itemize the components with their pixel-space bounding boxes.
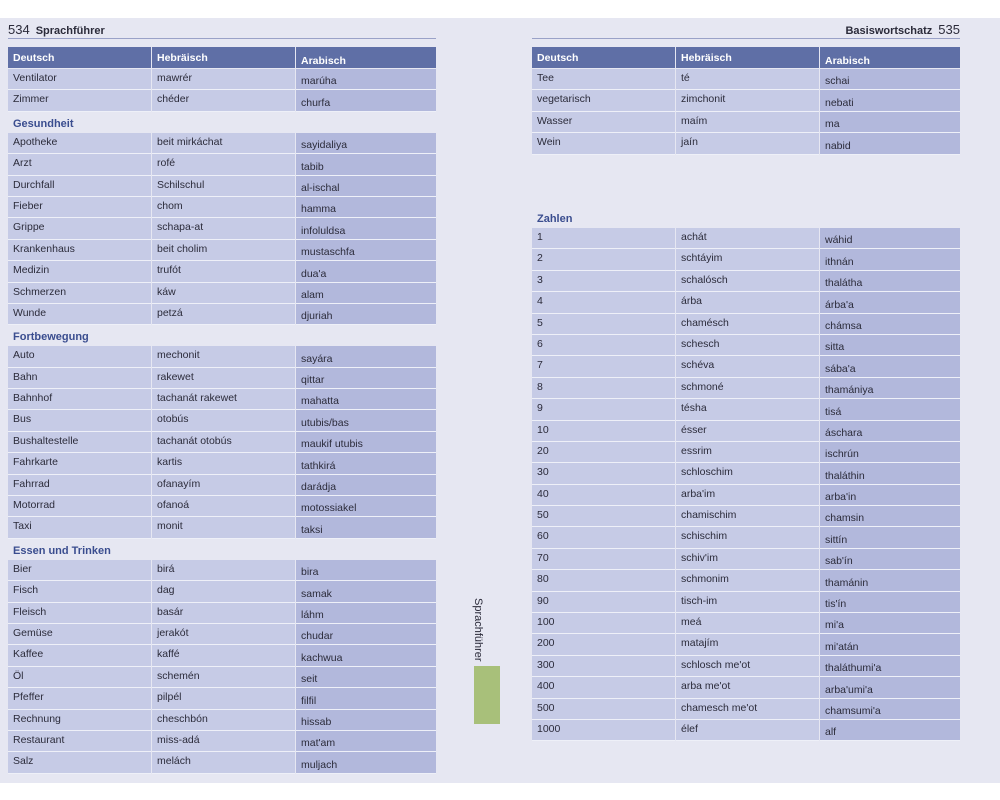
cell-hebraeisch: schesch: [676, 335, 819, 356]
cell-hebraeisch: tisch-im: [676, 592, 819, 613]
cell-deutsch: Medizin: [8, 261, 151, 282]
cell-deutsch: Salz: [8, 752, 151, 773]
cell-deutsch: 4: [532, 292, 675, 313]
cell-hebraeisch: ofanoá: [152, 496, 295, 517]
cell-deutsch: 200: [532, 634, 675, 655]
cell-deutsch: 6: [532, 335, 675, 356]
cell-deutsch: Rechnung: [8, 710, 151, 731]
cell-arabisch: alf: [820, 720, 960, 741]
cell-hebraeisch: schloschim: [676, 463, 819, 484]
cell-hebraeisch: meá: [676, 613, 819, 634]
cell-hebraeisch: tachanát rakewet: [152, 389, 295, 410]
cell-arabisch: chamsumi'a: [820, 699, 960, 720]
cell-deutsch: Apotheke: [8, 133, 151, 154]
cell-hebraeisch: otobús: [152, 410, 295, 431]
cell-arabisch: thaláthumi'a: [820, 656, 960, 677]
cell-arabisch: churfa: [296, 90, 436, 111]
cell-arabisch: qittar: [296, 368, 436, 389]
cell-hebraeisch: rakewet: [152, 368, 295, 389]
cell-arabisch: arba'umi'a: [820, 677, 960, 698]
cell-arabisch: árba'a: [820, 292, 960, 313]
cell-arabisch: chudar: [296, 624, 436, 645]
cell-arabisch: taksi: [296, 517, 436, 538]
cell-hebraeisch: mawrér: [152, 69, 295, 90]
cell-hebraeisch: té: [676, 69, 819, 90]
table-row: [8, 624, 436, 645]
cell-hebraeisch: maím: [676, 112, 819, 133]
table-row: [532, 90, 960, 111]
cell-deutsch: Pfeffer: [8, 688, 151, 709]
cell-arabisch: filfil: [296, 688, 436, 709]
cell-arabisch: muljach: [296, 752, 436, 773]
header-hebraeisch: Hebräisch: [676, 47, 819, 68]
cell-deutsch: 40: [532, 485, 675, 506]
cell-hebraeisch: schapa-at: [152, 218, 295, 239]
cell-deutsch: 5: [532, 314, 675, 335]
cell-hebraeisch: schlosch me'ot: [676, 656, 819, 677]
cell-deutsch: 90: [532, 592, 675, 613]
cell-deutsch: Zimmer: [8, 90, 151, 111]
cell-hebraeisch: schemén: [152, 667, 295, 688]
cell-deutsch: Motorrad: [8, 496, 151, 517]
cell-arabisch: sayára: [296, 346, 436, 367]
cell-deutsch: 2: [532, 249, 675, 270]
cell-deutsch: Auto: [8, 346, 151, 367]
cell-arabisch: hissab: [296, 710, 436, 731]
cell-deutsch: Bahn: [8, 368, 151, 389]
right-running-title: Basiswortschatz: [845, 25, 933, 37]
cell-deutsch: 500: [532, 699, 675, 720]
cell-hebraeisch: trufót: [152, 261, 295, 282]
cell-hebraeisch: essrim: [676, 442, 819, 463]
table-row: [8, 581, 436, 602]
cell-hebraeisch: kartis: [152, 453, 295, 474]
table-row: [8, 240, 436, 261]
cell-deutsch: Öl: [8, 667, 151, 688]
table-row: [8, 475, 436, 496]
table-row: [8, 603, 436, 624]
header-deutsch: Deutsch: [8, 47, 151, 68]
left-head-rule: [8, 38, 436, 39]
table-row: [8, 496, 436, 517]
cell-arabisch: sitta: [820, 335, 960, 356]
header-arabisch: Arabisch: [296, 47, 436, 68]
table-row: [8, 346, 436, 367]
cell-arabisch: mat'am: [296, 731, 436, 752]
cell-arabisch: áschara: [820, 421, 960, 442]
table-row: [8, 154, 436, 175]
cell-hebraeisch: arba me'ot: [676, 677, 819, 698]
table-row: [8, 283, 436, 304]
cell-deutsch: 80: [532, 570, 675, 591]
cell-arabisch: nabid: [820, 133, 960, 154]
table-row: [532, 399, 960, 420]
cell-arabisch: sab'ín: [820, 549, 960, 570]
cell-deutsch: 60: [532, 527, 675, 548]
table-row: [532, 485, 960, 506]
table-row: [8, 389, 436, 410]
cell-hebraeisch: schischim: [676, 527, 819, 548]
cell-hebraeisch: dag: [152, 581, 295, 602]
cell-arabisch: láhm: [296, 603, 436, 624]
cell-deutsch: Tee: [532, 69, 675, 90]
thumb-index-tab: [474, 666, 500, 724]
cell-hebraeisch: schéva: [676, 356, 819, 377]
table-row: [8, 667, 436, 688]
cell-hebraeisch: schalósch: [676, 271, 819, 292]
cell-hebraeisch: cheschbón: [152, 710, 295, 731]
cell-arabisch: hamma: [296, 197, 436, 218]
table-row: [8, 197, 436, 218]
cell-hebraeisch: rofé: [152, 154, 295, 175]
cell-arabisch: ischrún: [820, 442, 960, 463]
cell-deutsch: Restaurant: [8, 731, 151, 752]
table-row: [532, 506, 960, 527]
cell-arabisch: alam: [296, 283, 436, 304]
table-row: [8, 710, 436, 731]
cell-hebraeisch: matajím: [676, 634, 819, 655]
cell-arabisch: kachwua: [296, 645, 436, 666]
cell-arabisch: maukif utubis: [296, 432, 436, 453]
cell-arabisch: al-ischal: [296, 176, 436, 197]
cell-hebraeisch: ésser: [676, 421, 819, 442]
table-row: [8, 304, 436, 325]
cell-arabisch: dua'a: [296, 261, 436, 282]
cell-hebraeisch: monit: [152, 517, 295, 538]
cell-hebraeisch: mechonit: [152, 346, 295, 367]
cell-arabisch: tathkirá: [296, 453, 436, 474]
cell-deutsch: Fleisch: [8, 603, 151, 624]
cell-arabisch: darádja: [296, 475, 436, 496]
right-page: [500, 18, 1000, 783]
table-row: [8, 432, 436, 453]
cell-hebraeisch: achát: [676, 228, 819, 249]
table-row: [532, 228, 960, 249]
cell-hebraeisch: chamésch: [676, 314, 819, 335]
cell-hebraeisch: basár: [152, 603, 295, 624]
header-arabisch: Arabisch: [820, 47, 960, 68]
cell-arabisch: tisá: [820, 399, 960, 420]
cell-hebraeisch: melách: [152, 752, 295, 773]
cell-deutsch: Fieber: [8, 197, 151, 218]
cell-deutsch: Bier: [8, 560, 151, 581]
cell-arabisch: sittín: [820, 527, 960, 548]
table-row: [8, 453, 436, 474]
cell-hebraeisch: schmoné: [676, 378, 819, 399]
cell-deutsch: Fisch: [8, 581, 151, 602]
cell-hebraeisch: schiv'im: [676, 549, 819, 570]
table-row: [8, 261, 436, 282]
cell-arabisch: schai: [820, 69, 960, 90]
table-row: [8, 560, 436, 581]
cell-arabisch: thamánin: [820, 570, 960, 591]
section-title: Gesundheit: [13, 117, 74, 130]
cell-deutsch: 300: [532, 656, 675, 677]
table-row: [532, 442, 960, 463]
table-row: [8, 410, 436, 431]
table-row: [532, 720, 960, 741]
cell-deutsch: Kaffee: [8, 645, 151, 666]
cell-deutsch: 3: [532, 271, 675, 292]
table-row: [532, 133, 960, 154]
cell-arabisch: ithnán: [820, 249, 960, 270]
table-row: [532, 677, 960, 698]
cell-hebraeisch: chamesch me'ot: [676, 699, 819, 720]
cell-hebraeisch: pilpél: [152, 688, 295, 709]
table-row: [532, 271, 960, 292]
cell-hebraeisch: árba: [676, 292, 819, 313]
left-running-title: Sprachführer: [35, 25, 105, 37]
cell-arabisch: samak: [296, 581, 436, 602]
right-running-head: [845, 22, 960, 38]
cell-hebraeisch: jerakót: [152, 624, 295, 645]
cell-hebraeisch: zimchonit: [676, 90, 819, 111]
table-row: [8, 133, 436, 154]
cell-deutsch: 70: [532, 549, 675, 570]
table-row: [532, 249, 960, 270]
cell-deutsch: Ventilator: [8, 69, 151, 90]
cell-arabisch: djuriah: [296, 304, 436, 325]
right-page-number: 535: [938, 22, 960, 37]
cell-hebraeisch: káw: [152, 283, 295, 304]
cell-hebraeisch: schmonim: [676, 570, 819, 591]
table-row: [532, 463, 960, 484]
cell-arabisch: bira: [296, 560, 436, 581]
cell-hebraeisch: kaffé: [152, 645, 295, 666]
table-header: [8, 47, 436, 68]
cell-deutsch: 7: [532, 356, 675, 377]
cell-deutsch: Grippe: [8, 218, 151, 239]
cell-hebraeisch: tésha: [676, 399, 819, 420]
cell-deutsch: Bus: [8, 410, 151, 431]
cell-hebraeisch: schtáyim: [676, 249, 819, 270]
table-row: [532, 549, 960, 570]
cell-deutsch: Gemüse: [8, 624, 151, 645]
section-title: Fortbewegung: [13, 331, 89, 344]
numbers-table: [532, 207, 960, 741]
cell-deutsch: 30: [532, 463, 675, 484]
cell-deutsch: Schmerzen: [8, 283, 151, 304]
cell-hebraeisch: arba'im: [676, 485, 819, 506]
table-row: [8, 645, 436, 666]
left-page: [0, 18, 470, 783]
table-row: [8, 517, 436, 538]
cell-arabisch: sába'a: [820, 356, 960, 377]
table-row: [8, 90, 436, 111]
right-vocabulary-table: [532, 47, 960, 155]
cell-hebraeisch: petzá: [152, 304, 295, 325]
cell-hebraeisch: chom: [152, 197, 295, 218]
table-row: [8, 731, 436, 752]
left-vocabulary-table: [8, 47, 436, 774]
section-title: Essen und Trinken: [13, 544, 111, 557]
cell-arabisch: sayidaliya: [296, 133, 436, 154]
table-row: [8, 368, 436, 389]
table-row: [532, 570, 960, 591]
cell-hebraeisch: ofanayím: [152, 475, 295, 496]
cell-arabisch: thalátha: [820, 271, 960, 292]
cell-deutsch: Taxi: [8, 517, 151, 538]
table-row: [532, 656, 960, 677]
cell-arabisch: tis'ín: [820, 592, 960, 613]
table-row: [532, 592, 960, 613]
cell-hebraeisch: beit cholim: [152, 240, 295, 261]
table-row: [532, 613, 960, 634]
cell-hebraeisch: élef: [676, 720, 819, 741]
table-row: [532, 335, 960, 356]
cell-hebraeisch: chéder: [152, 90, 295, 111]
cell-arabisch: marúha: [296, 69, 436, 90]
table-row: [8, 69, 436, 90]
cell-arabisch: motossiakel: [296, 496, 436, 517]
cell-arabisch: seit: [296, 667, 436, 688]
side-tab-label: Sprachführer: [472, 598, 484, 662]
cell-deutsch: Fahrrad: [8, 475, 151, 496]
cell-deutsch: Fahrkarte: [8, 453, 151, 474]
cell-hebraeisch: Schilschul: [152, 176, 295, 197]
cell-deutsch: 10: [532, 421, 675, 442]
cell-deutsch: Wein: [532, 133, 675, 154]
cell-deutsch: 9: [532, 399, 675, 420]
cell-arabisch: mustaschfa: [296, 240, 436, 261]
cell-deutsch: 20: [532, 442, 675, 463]
cell-deutsch: Wasser: [532, 112, 675, 133]
cell-hebraeisch: jaín: [676, 133, 819, 154]
cell-arabisch: utubis/bas: [296, 410, 436, 431]
cell-deutsch: 100: [532, 613, 675, 634]
table-row: [8, 176, 436, 197]
header-hebraeisch: Hebräisch: [152, 47, 295, 68]
right-head-rule: [532, 38, 960, 39]
cell-arabisch: nebati: [820, 90, 960, 111]
cell-deutsch: Durchfall: [8, 176, 151, 197]
cell-arabisch: wáhid: [820, 228, 960, 249]
cell-deutsch: 1000: [532, 720, 675, 741]
cell-arabisch: chámsa: [820, 314, 960, 335]
cell-deutsch: vegetarisch: [532, 90, 675, 111]
cell-deutsch: 50: [532, 506, 675, 527]
table-row: [8, 218, 436, 239]
cell-hebraeisch: miss-adá: [152, 731, 295, 752]
table-row: [532, 699, 960, 720]
cell-deutsch: 8: [532, 378, 675, 399]
table-header: [532, 47, 960, 68]
table-row: [532, 356, 960, 377]
cell-arabisch: mahatta: [296, 389, 436, 410]
table-row: [532, 378, 960, 399]
cell-hebraeisch: tachanát otobús: [152, 432, 295, 453]
cell-hebraeisch: beit mirkáchat: [152, 133, 295, 154]
section-title-zahlen: Zahlen: [537, 213, 573, 225]
cell-arabisch: ma: [820, 112, 960, 133]
cell-deutsch: Bushaltestelle: [8, 432, 151, 453]
cell-arabisch: mi'a: [820, 613, 960, 634]
cell-arabisch: arba'in: [820, 485, 960, 506]
left-running-head: [8, 22, 105, 38]
cell-arabisch: thamániya: [820, 378, 960, 399]
table-row: [532, 112, 960, 133]
table-row: [532, 527, 960, 548]
table-row: [532, 292, 960, 313]
cell-arabisch: infoluldsa: [296, 218, 436, 239]
table-row: [532, 634, 960, 655]
cell-arabisch: thaláthin: [820, 463, 960, 484]
book-spread: [0, 18, 1000, 783]
cell-deutsch: 400: [532, 677, 675, 698]
cell-deutsch: Bahnhof: [8, 389, 151, 410]
cell-hebraeisch: chamischim: [676, 506, 819, 527]
header-deutsch: Deutsch: [532, 47, 675, 68]
cell-deutsch: 1: [532, 228, 675, 249]
cell-deutsch: Wunde: [8, 304, 151, 325]
cell-deutsch: Arzt: [8, 154, 151, 175]
table-row: [8, 688, 436, 709]
cell-hebraeisch: birá: [152, 560, 295, 581]
cell-deutsch: Krankenhaus: [8, 240, 151, 261]
table-row: [8, 752, 436, 773]
cell-arabisch: tabib: [296, 154, 436, 175]
table-row: [532, 314, 960, 335]
cell-arabisch: chamsin: [820, 506, 960, 527]
table-row: [532, 69, 960, 90]
cell-arabisch: mi'atán: [820, 634, 960, 655]
left-page-number: 534: [8, 22, 30, 37]
table-row: [532, 421, 960, 442]
